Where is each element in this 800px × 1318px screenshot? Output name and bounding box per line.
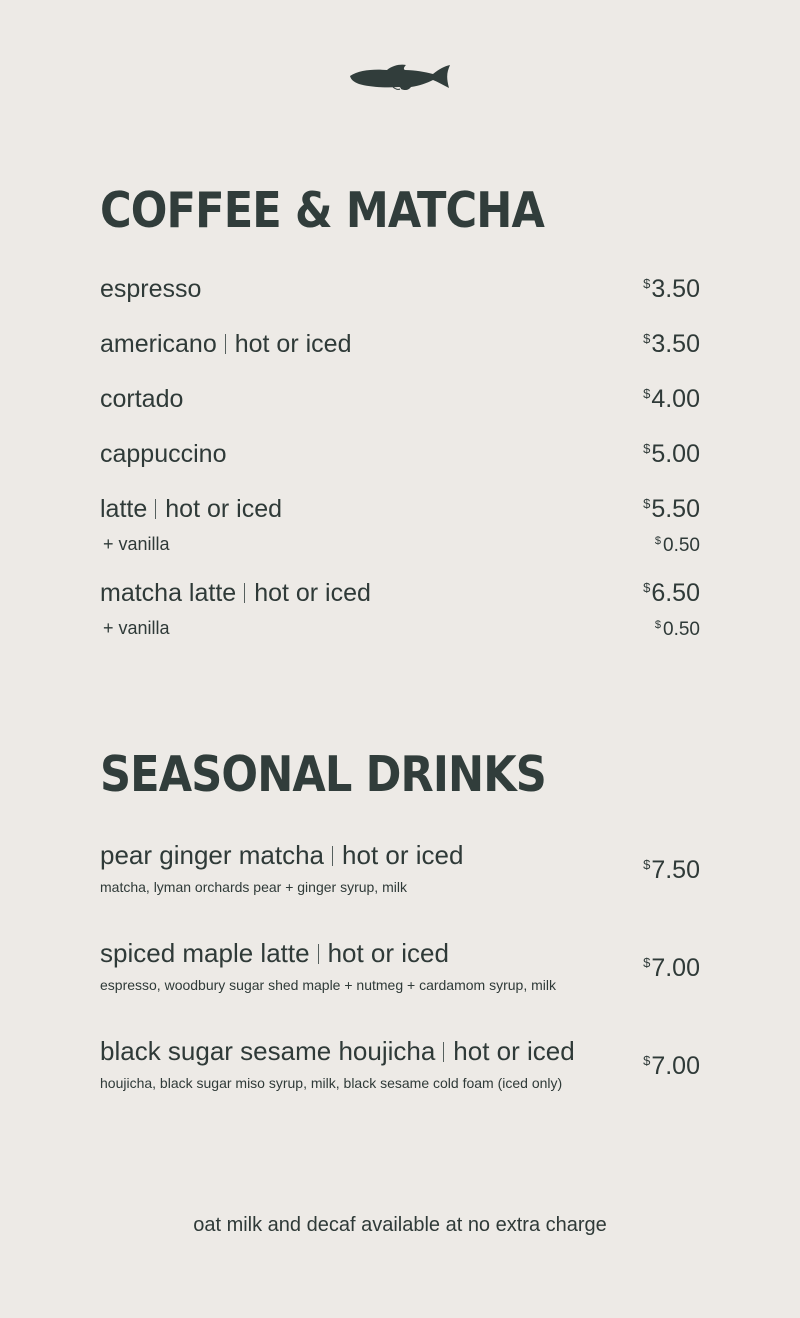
item-price: $5.00 <box>643 440 700 468</box>
divider <box>244 583 245 603</box>
footer-note: oat milk and decaf available at no extra charge <box>193 1214 607 1236</box>
section-title-seasonal: SEASONAL DRINKS <box>100 746 546 803</box>
item-option: hot or iced <box>234 330 352 358</box>
item-price: $7.00 <box>643 954 700 982</box>
item-price: $6.50 <box>643 579 700 607</box>
divider <box>318 944 319 964</box>
item-price: $4.00 <box>643 385 700 413</box>
addon-price: $ 0.50 <box>654 619 700 640</box>
divider <box>443 1042 444 1062</box>
item-name: cortado <box>100 385 184 413</box>
item-description: houjicha, black sugar miso syrup, milk, black sesame cold foam (iced only) <box>100 1075 563 1091</box>
item-name: americano <box>100 330 217 358</box>
item-price: $3.50 <box>643 330 700 358</box>
item-name: latte <box>100 495 148 523</box>
item-option: hot or iced <box>342 840 464 870</box>
item-name: spiced maple latte <box>100 938 310 968</box>
item-price: $7.00 <box>643 1052 700 1080</box>
item-price: $7.50 <box>643 856 700 884</box>
divider <box>332 846 333 866</box>
divider <box>225 334 226 354</box>
item-addon: + vanilla <box>103 534 170 554</box>
item-name: espresso <box>100 275 202 303</box>
item-name: pear ginger matcha <box>100 840 325 870</box>
item-price: $3.50 <box>643 275 700 303</box>
item-option: hot or iced <box>453 1036 575 1066</box>
addon-price: $ 0.50 <box>654 535 700 556</box>
item-option: hot or iced <box>254 579 371 607</box>
item-name: matcha latte <box>100 579 237 607</box>
item-name: black sugar sesame houjicha <box>100 1036 436 1066</box>
item-description: matcha, lyman orchards pear + ginger syrup, milk <box>100 879 407 895</box>
item-addon: + vanilla <box>103 618 170 638</box>
divider <box>155 499 156 519</box>
fish-icon <box>349 62 451 92</box>
item-description: espresso, woodbury sugar shed maple + nutmeg + cardamom syrup, milk <box>100 977 556 993</box>
section-title-coffee: COFFEE & MATCHA <box>100 182 545 239</box>
item-option: hot or iced <box>327 938 449 968</box>
item-option: hot or iced <box>165 495 283 523</box>
item-price: $5.50 <box>643 495 700 523</box>
item-name: cappuccino <box>100 440 227 468</box>
